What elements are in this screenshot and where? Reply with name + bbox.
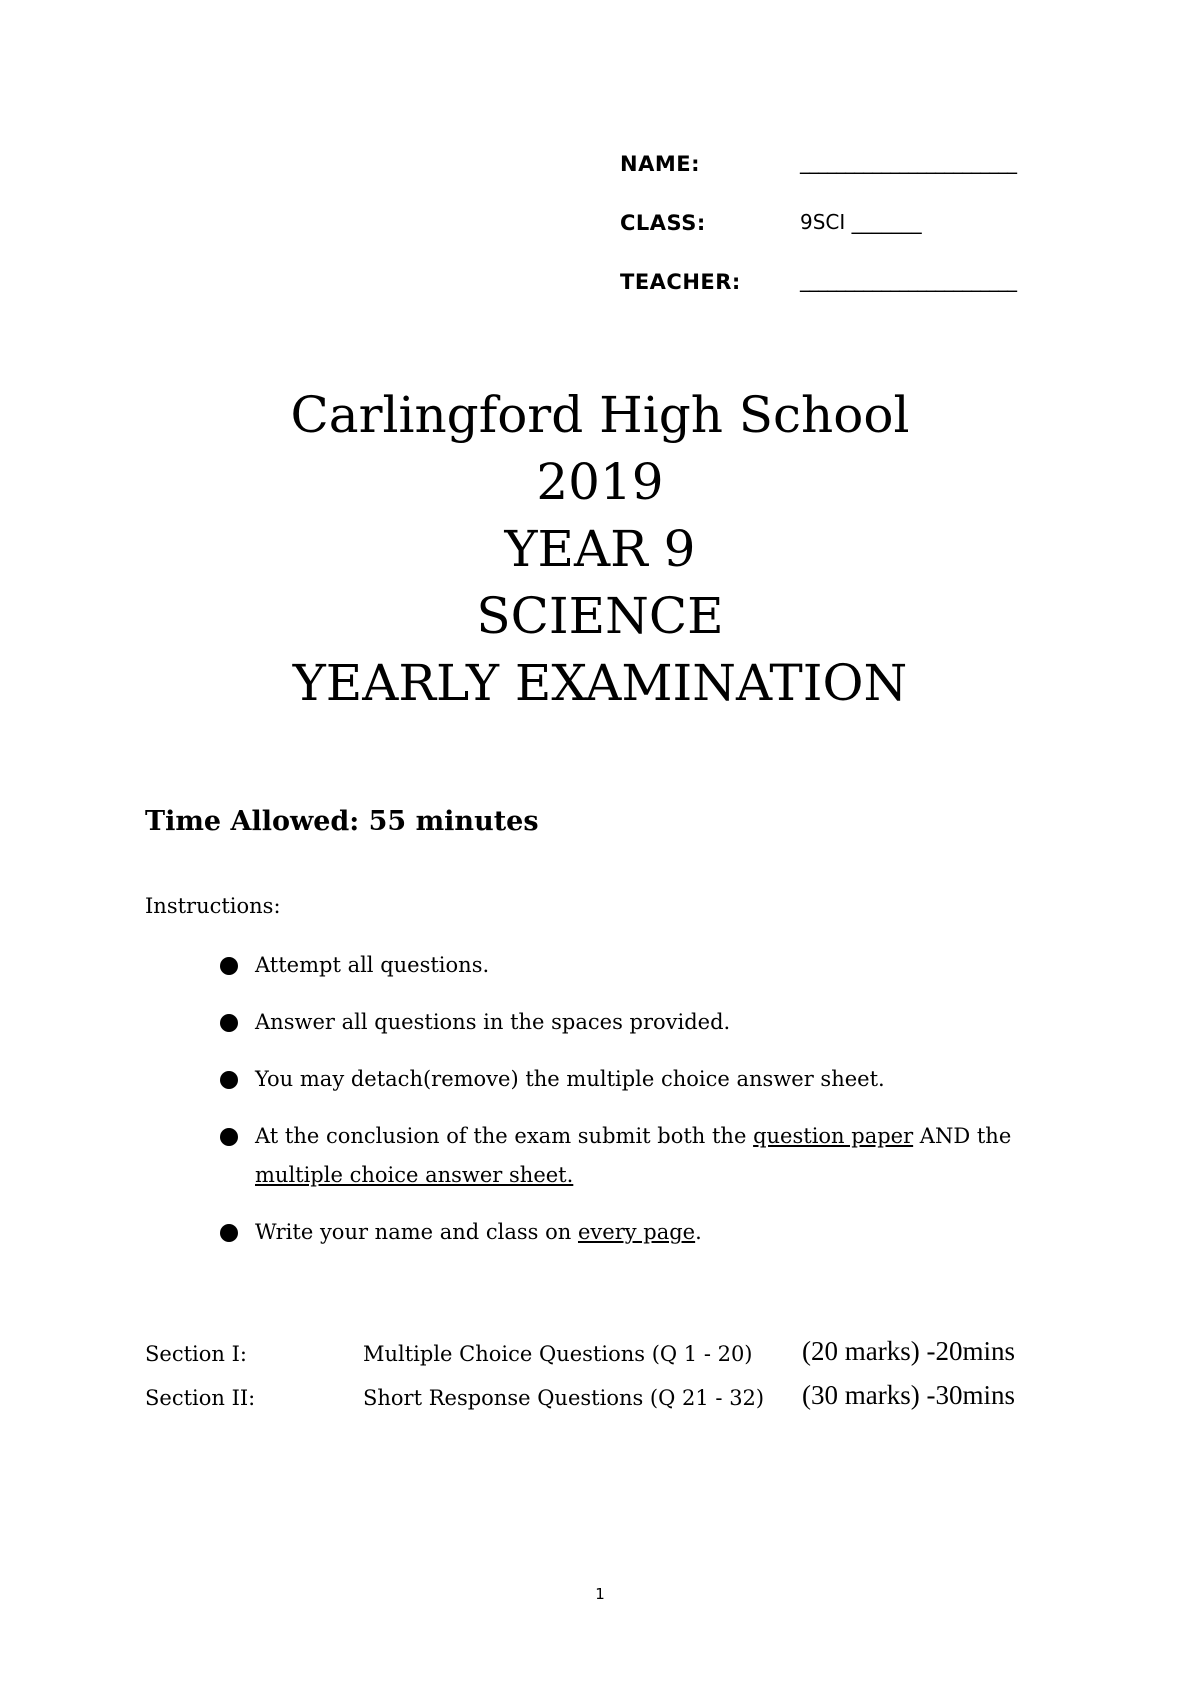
section-label: Section I: xyxy=(145,1342,247,1366)
exam-type: YEARLY EXAMINATION xyxy=(292,654,908,712)
grade-level: YEAR 9 xyxy=(504,520,696,578)
class-field[interactable]: 9SCI _______ xyxy=(800,210,922,234)
name-field[interactable]: ________________________ xyxy=(800,150,1016,174)
list-item xyxy=(220,1117,1080,1195)
section-marks: (20 marks) -20mins xyxy=(802,1336,1015,1366)
school-name: Carlingford High School xyxy=(290,386,910,444)
teacher-field[interactable]: ________________________ xyxy=(800,268,1016,292)
name-label: NAME: xyxy=(620,152,700,176)
instructions-list xyxy=(220,946,1080,1270)
bullet-icon xyxy=(220,1014,238,1032)
section-label: Section II: xyxy=(145,1386,256,1410)
section-row xyxy=(145,1380,1145,1420)
underlined-question-paper: question paper xyxy=(753,1124,914,1148)
instruction-text: . xyxy=(695,1220,702,1244)
list-item xyxy=(220,1003,1080,1042)
instruction-text: Answer all questions in the spaces provided. xyxy=(255,1010,731,1034)
instruction-text: Attempt all questions. xyxy=(255,953,490,977)
instruction-text: AND the xyxy=(913,1124,1012,1148)
list-item xyxy=(220,1060,1080,1099)
exam-title-block xyxy=(0,382,1200,717)
list-item xyxy=(220,946,1080,985)
instruction-text: Write your name and class on xyxy=(255,1220,578,1244)
subject-name: SCIENCE xyxy=(476,587,724,645)
section-description: Multiple Choice Questions (Q 1 - 20) xyxy=(363,1342,753,1366)
bullet-icon xyxy=(220,1224,238,1242)
bullet-icon xyxy=(220,1071,238,1089)
page-number: 1 xyxy=(595,1585,605,1603)
teacher-label: TEACHER: xyxy=(620,270,741,294)
list-item xyxy=(220,1213,1080,1252)
section-description: Short Response Questions (Q 21 - 32) xyxy=(363,1386,765,1410)
section-row xyxy=(145,1336,1145,1376)
bullet-icon xyxy=(220,957,238,975)
instruction-text: You may detach(remove) the multiple choice answer sheet. xyxy=(255,1067,885,1091)
underlined-answer-sheet: multiple choice answer sheet. xyxy=(255,1163,574,1187)
section-marks: (30 marks) -30mins xyxy=(802,1380,1015,1410)
exam-year: 2019 xyxy=(536,453,664,511)
instructions-heading: Instructions: xyxy=(145,894,281,918)
bullet-icon xyxy=(220,1128,238,1146)
underlined-every-page: every page xyxy=(577,1220,696,1244)
time-allowed: Time Allowed: 55 minutes xyxy=(145,806,539,837)
instruction-text: At the conclusion of the exam submit both the xyxy=(255,1124,754,1148)
class-label: CLASS: xyxy=(620,211,706,235)
